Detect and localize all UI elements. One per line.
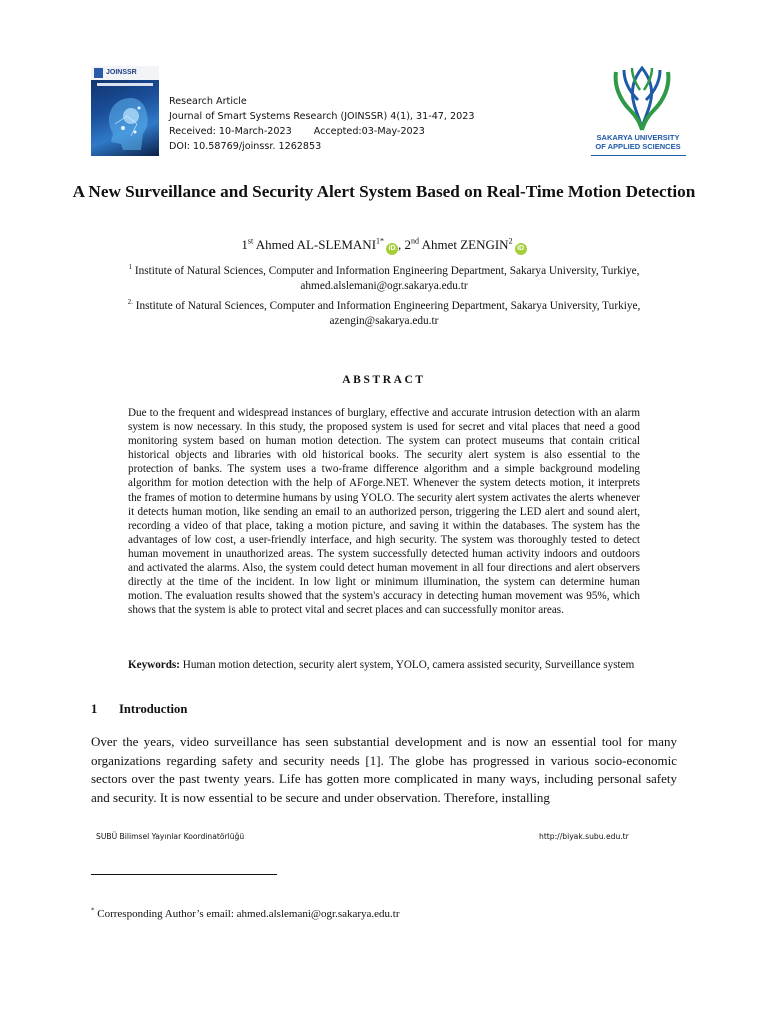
- author1-order-suffix: st: [247, 236, 254, 246]
- cover-emblem-icon: [94, 68, 103, 78]
- affiliation-text: Institute of Natural Sciences, Computer and Information Engineering Department, Sakarya University, Turkiye, azengin@sakarya.edu.tr: [135, 300, 641, 327]
- footnote-divider: [91, 874, 277, 875]
- keywords-label: Keywords:: [128, 659, 180, 671]
- article-header-info: [169, 94, 474, 154]
- section-number: 1: [91, 702, 98, 716]
- university-name: [588, 133, 688, 151]
- university-name-line2: OF APPLIED SCIENCES: [595, 142, 681, 151]
- author2-name: Ahmet ZENGIN: [419, 237, 509, 252]
- journal-cover-image: [91, 66, 159, 156]
- ai-head-illustration-icon: [101, 94, 151, 150]
- cover-header-bar: [91, 66, 159, 80]
- affiliation-1: [110, 264, 658, 294]
- author1-affiliation-mark: 1*: [376, 236, 385, 246]
- author-separator: , 2: [398, 237, 412, 252]
- corresponding-author-footnote: [91, 908, 400, 920]
- keywords: [128, 658, 640, 672]
- cover-subtitle-bar: [97, 83, 153, 86]
- footnote-mark: *: [91, 906, 95, 915]
- affiliation-2: [110, 299, 658, 329]
- author1-name: Ahmed AL-SLEMANI: [253, 237, 377, 252]
- author2-order-suffix: nd: [411, 236, 420, 246]
- author-list: [60, 236, 708, 255]
- footer-publisher: SUBÜ Bilimsel Yayınlar Koordinatörlüğü: [96, 832, 245, 841]
- paper-title: A New Surveillance and Security Alert System Based on Real-Time Motion Detection: [72, 182, 696, 201]
- affiliation-text: Institute of Natural Sciences, Computer and Information Engineering Department, Sakarya University, Turkiye, ahmed.alslemani@ogr.sakarya.edu.tr: [134, 265, 640, 292]
- introduction-paragraph: Over the years, video surveillance has seen substantial development and is now an essential tool for many organizations regarding safety and security needs [1]. The globe has progressed in various socio-economic sectors over the past twenty years. Life has gotten more complicated in many ways, including personal safety and security. It is now essential to be secure and under observation. Therefore, installing: [91, 734, 677, 805]
- abstract-heading: ABSTRACT: [342, 374, 426, 386]
- article-doi: DOI: 10.58769/joinssr. 1262853: [169, 141, 322, 152]
- section-heading-introduction: [91, 702, 187, 717]
- header-divider: [591, 155, 686, 156]
- keywords-text: Human motion detection, security alert system, YOLO, camera assisted security, Surveillance system: [179, 659, 635, 671]
- article-dates: [169, 124, 474, 139]
- abstract-body: Due to the frequent and widespread instances of burglary, effective and accurate intrusion detection with an alarm system is now necessary. In this study, the proposed system is used for secret and vital places that need a good monitoring system based on human motion detection. The system can protect museums that contain critical historical objects and libraries with old historical books. The security alert system is also essential to the protection of banks. The system uses a two-frame difference algorithm and a simple background modeling algorithm for motion detection with the help of AForge.NET. Whenever the system detects motion, it interprets the frames of motion to determine humans by using YOLO. The security alert system activates the alerts whenever it detects human motion, like sending an email to an authorized person, triggering the LED alert and sound alert, recording a video of that place, taking a motion picture, and saving it within the databases. The system has the advantages of low cost, a user-friendly interface, and high security. The system was thoroughly tested to detect human movement in unauthorized areas. The system successfully detected human activity indoors and outdoors and activated the alarms. Also, the system could detect human movement in all four directions and alert observers directly at the time of the incident. In low light or minimum illumination, the system can determine human motion. The evaluation results showed that the system's accuracy in detecting human movement was 95%, which shows that the system is able to protect vital and secret places and can successfully monitor areas.: [128, 407, 640, 617]
- affiliation-mark: 1: [128, 263, 132, 272]
- footer-url-link[interactable]: http://biyak.subu.edu.tr: [539, 832, 629, 841]
- section-title: Introduction: [119, 702, 188, 716]
- accepted-date: Accepted:03-May-2023: [313, 126, 425, 137]
- author2-affiliation-mark: 2: [508, 236, 513, 246]
- article-type: Research Article: [169, 96, 247, 107]
- orcid-icon[interactable]: iD: [386, 243, 398, 255]
- footnote-text: Corresponding Author’s email: ahmed.alslemani@ogr.sakarya.edu.tr: [94, 908, 400, 920]
- university-name-line1: SAKARYA UNIVERSITY: [596, 133, 680, 142]
- received-date: Received: 10-March-2023: [169, 126, 292, 137]
- affiliation-mark: 2.: [127, 298, 133, 307]
- cover-logo-text: JOINSSR: [106, 69, 137, 76]
- orcid-icon[interactable]: iD: [515, 243, 527, 255]
- author1-order-number: 1: [241, 237, 248, 252]
- journal-citation: Journal of Smart Systems Research (JOINSSR) 4(1), 31-47, 2023: [169, 111, 475, 122]
